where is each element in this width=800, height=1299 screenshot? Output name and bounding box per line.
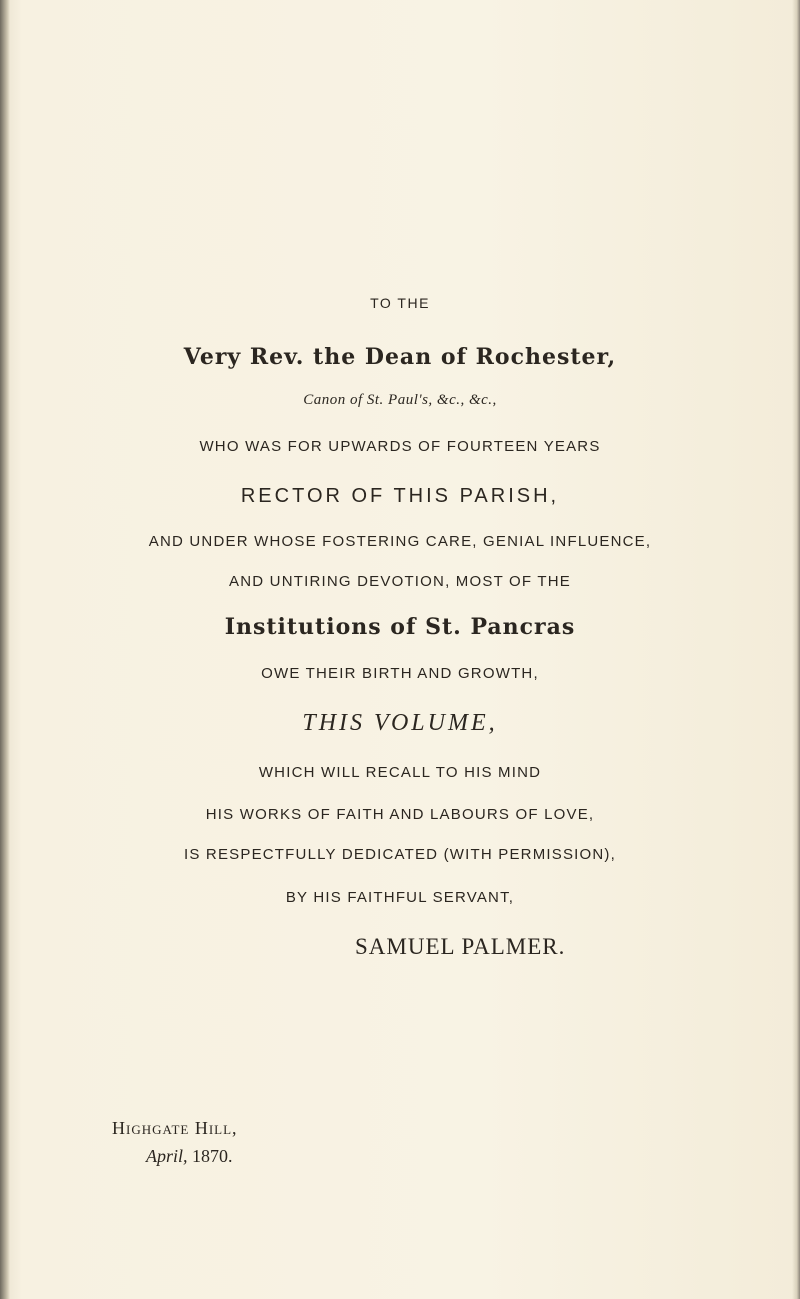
date-year: 1870. bbox=[192, 1146, 233, 1166]
this-volume-line: THIS VOLUME, bbox=[302, 710, 498, 736]
place-line: Highgate Hill, bbox=[112, 1118, 238, 1138]
dedication-line-2: RECTOR OF THIS PARISH, bbox=[240, 485, 560, 507]
dedication-line-6: WHICH WILL RECALL TO HIS MIND bbox=[258, 764, 542, 781]
dedication-line-3: AND UNDER WHOSE FOSTERING CARE, GENIAL INFLUENCE, bbox=[148, 533, 652, 550]
author-signature: SAMUEL PALMER. bbox=[355, 934, 566, 959]
recipient-title: Very Rev. the Dean of Rochester, bbox=[183, 344, 617, 370]
dedication-line-7: HIS WORKS OF FAITH AND LABOURS OF LOVE, bbox=[205, 806, 595, 823]
dedication-line-1: WHO WAS FOR UPWARDS OF FOURTEEN YEARS bbox=[199, 438, 601, 455]
page-edge bbox=[792, 0, 800, 1299]
to-the-heading: TO THE bbox=[370, 295, 430, 311]
page-gutter bbox=[0, 0, 10, 1299]
canon-line: Canon of St. Paul's, &c., &c., bbox=[303, 392, 497, 408]
dedication-line-4: AND UNTIRING DEVOTION, MOST OF THE bbox=[229, 573, 571, 590]
dedication-line-5: OWE THEIR BIRTH AND GROWTH, bbox=[261, 665, 539, 682]
date-month: April, bbox=[146, 1146, 188, 1166]
institutions-line: Institutions of St. Pancras bbox=[224, 614, 576, 640]
dedication-line-9: BY HIS FAITHFUL SERVANT, bbox=[285, 889, 515, 906]
date-line bbox=[146, 1146, 233, 1167]
dedication-line-8: IS RESPECTFULLY DEDICATED (WITH PERMISSION), bbox=[183, 846, 616, 863]
